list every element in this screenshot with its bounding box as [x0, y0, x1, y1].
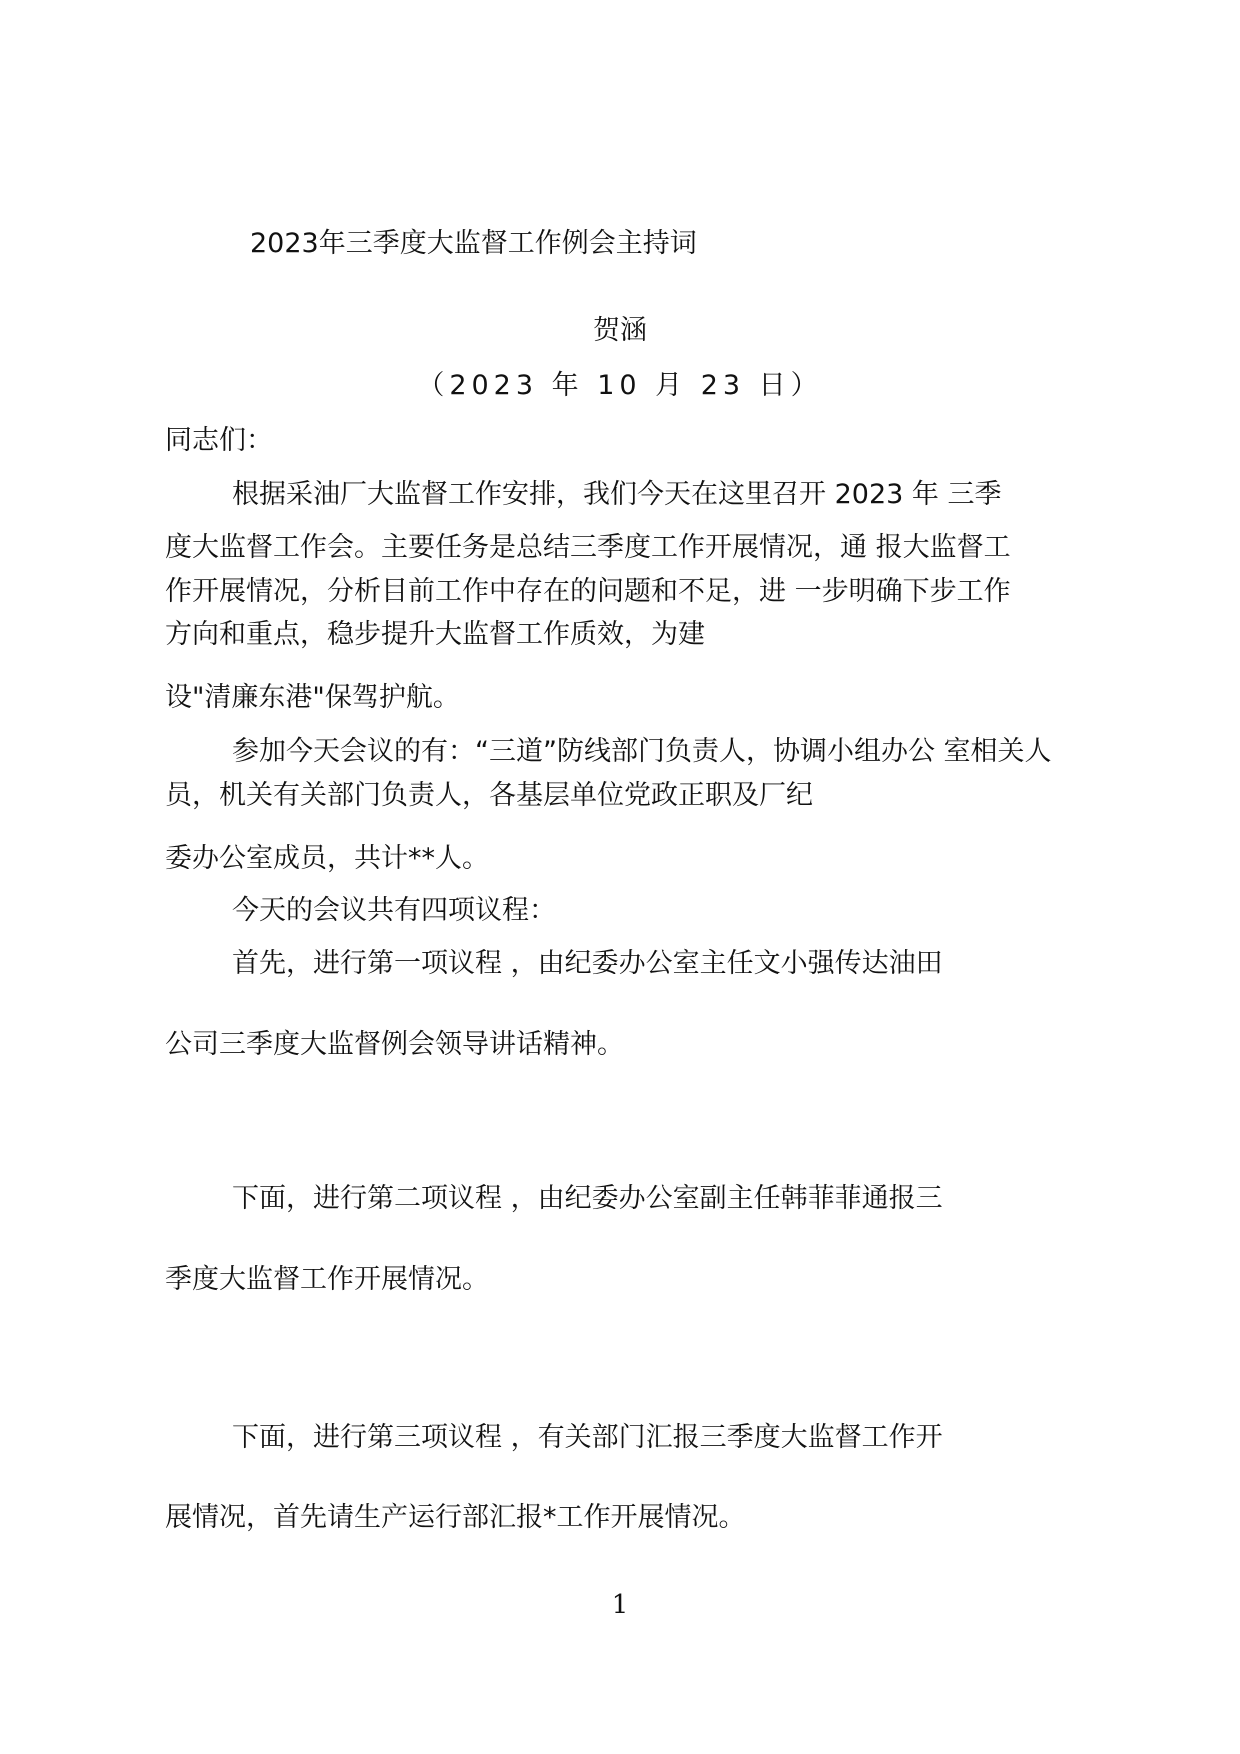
body-line: 参加今天会议的有：“三道”防线部门负责人，协调小组办公 室相关人 — [232, 736, 1052, 767]
body-line: 设"清廉东港"保驾护航。 — [165, 682, 460, 713]
salutation: 同志们： — [165, 425, 273, 456]
page-number: 1 — [611, 1590, 629, 1620]
body-line: 下面，进行第三项议程 ，有关部门汇报三季度大监督工作开 — [232, 1422, 943, 1453]
body-line: 委办公室成员，共计**人。 — [165, 843, 489, 874]
body-line: 今天的会议共有四项议程： — [232, 895, 556, 926]
body-line: 方向和重点，稳步提升大监督工作质效，为建 — [165, 619, 705, 650]
body-line: 展情况，首先请生产运行部汇报*工作开展情况。 — [165, 1502, 746, 1533]
document-title: 2023年三季度大监督工作例会主持词 — [250, 228, 697, 259]
body-line: 下面，进行第二项议程 ，由纪委办公室副主任韩菲菲通报三 — [232, 1183, 943, 1214]
body-line: 根据采油厂大监督工作安排，我们今天在这里召开 2023 年 三季 — [232, 479, 1002, 510]
body-line: 季度大监督工作开展情况。 — [165, 1264, 489, 1295]
body-line: 首先，进行第一项议程 ，由纪委办公室主任文小强传达油田 — [232, 948, 943, 979]
body-line: 度大监督工作会。主要任务是总结三季度工作开展情况，通 报大监督工 — [165, 532, 1011, 563]
body-line: 员，机关有关部门负责人，各基层单位党政正职及厂纪 — [165, 780, 813, 811]
author-name: 贺涵 — [593, 315, 647, 346]
body-line: 作开展情况，分析目前工作中存在的问题和不足，进 一步明确下步工作 — [165, 576, 1011, 607]
document-date: （2023 年 10 月 23 日） — [417, 370, 823, 401]
body-line: 公司三季度大监督例会领导讲话精神。 — [165, 1029, 624, 1060]
